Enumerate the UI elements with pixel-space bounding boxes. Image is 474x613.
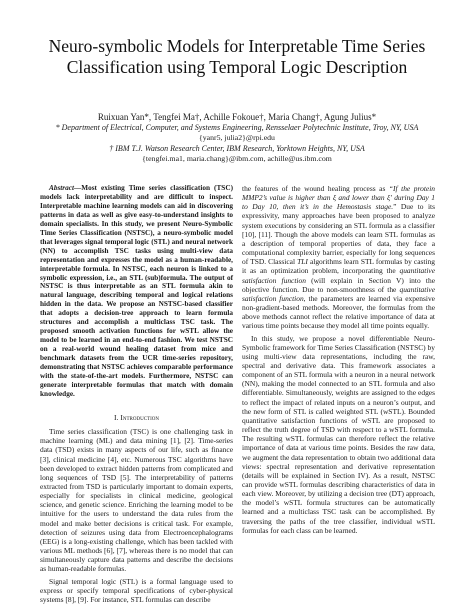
qsf-term: quantitative satisfaction function xyxy=(242,266,435,285)
right-paragraph-2: In this study, we propose a novel differentiable Neuro-Symbolic framework for Time Series Classification (NSTSC) by using multi-view data representations, including the raw, spectral and derivative data. This framework associates a component of an STL formula with a neuron in a neural network (NN), making the model connected to an STL formula and also differentiable. Simultaneously, weights are assigned to the edges to reflect the impact of related inputs on a neuron’s output, and the new form of STL is called weighted STL (wSTL). Bounded quantitative satisfaction functions of wSTL are proposed to reflect the truth degree of TSD with respect to a wSTL formula. The resulting wSTL formulas can therefore reflect the relative importance of data at various time points. Besides the raw data, we augment the data representation to obtain two additional data views: spectral representation and derivative representation (details will be explained in Section IV). As a result, NSTSC can provide wSTL formulas describing characteristics of data in each view. Moreover, by utilizing a decision tree (DT) approach, the model’s wSTL formula structures can be automatically learned and a multiclass TSC task can be accomplished. By traversing the paths of the tree classifier, individual wSTL formulas for each class can be learned. xyxy=(242,333,435,535)
email-ibm: {tengfei.ma1, maria.chang}@ibm.com, achille@us.ibm.com xyxy=(142,154,332,164)
right-column xyxy=(242,184,435,535)
wound-healing-quote: “If the protein MMP2’s value is higher than ξ and lower than ξ′ during Day 1 to Day 10, then it’s in the Hemostasis stage. xyxy=(242,184,435,212)
abstract-text: —Most existing Time series classification (TSC) models lack interpretability and are difficult to inspect. Interpretable machine learning models can aid in discovering patterns in data as well as give easy-to-understand insights to domain specialists. In this study, we present Neuro-Symbolic Time Series Classification (NSTSC), a neuro-symbolic model that leverages signal temporal logic (STL) and neural network (NN) to accomplish TSC tasks using multi-view data representation and expresses the model as a human-readable, interpretable formula. In NSTSC, each neuron is linked to a symbolic expression, i.e., an STL (sub)formula. The output of NSTSC is thus interpretable as an STL formula akin to natural language, describing temporal and logical relations hidden in the data. We propose an NSTSC-based classifier that adopts a decision-tree approach to learn formula structures and accomplish a multiclass TSC task. The proposed smooth activation functions for wSTL allow the model to be learned in an end-to-end fashion. We test NSTSC on a real-world wound healing dataset from mice and benchmark datasets from the UCR time-series repository, demonstrating that NSTSC achieves comparable performance with the state-of-the-art models. Furthermore, NSTSC can generate interpretable formulas that match with domain knowledge. xyxy=(40,184,233,398)
email-rpi: {yanr5, julia2}@rpi.edu xyxy=(199,133,275,143)
abstract-label: Abstract xyxy=(49,184,74,192)
author-block xyxy=(30,112,444,165)
affiliation-rpi: * Department of Electrical, Computer, and Systems Engineering, Rensselaer Polytechnic Institute, Troy, NY, USA xyxy=(55,122,419,132)
left-column xyxy=(40,184,233,604)
text-run: ” Due to its expressivity, many approaches have been proposed to analyze system executions by considering an STL formula as a classifier [10], [11]. Though the above models can learn STL formulas as a description of temporal properties of data, they face a computational complexity barrier, especially for long sequences of TSD. Classical xyxy=(242,202,435,267)
paper-title: Neuro-symbolic Models for Interpretable Time Series Classification using Temporal Logic Description xyxy=(48,36,426,77)
text-run: the features of the wound healing process as xyxy=(242,184,389,193)
abstract xyxy=(40,184,233,399)
tli-term: TLI xyxy=(297,257,308,267)
text-run: (will explain in Section V) into the objective function. Due to non-smoothness of the xyxy=(242,275,435,294)
right-paragraph-1 xyxy=(242,184,435,331)
intro-paragraph-1: Time series classification (TSC) is one challenging task in machine learning (ML) and data mining [1], [2]. Time-series data (TSD) exists in many aspects of our life, such as finance [3], clinical medicine [4], etc. Numerous TSC algorithms have been developed to extract hidden patterns from complicated and long sequences of TSD [5]. The interpretability of patterns extracted from TSD is particularly important to domain experts, especially for specialists in clinical medicine, geological science, and genetic science. Enriching the learning model to be intuitive for the users to understand the data rules from the model and make better decisions is critical task. For example, detection of seizures using data from Electroencephalograms (EEG) is a long-existing challenge, which has been tackled with various ML methods [6], [7], whereas there is no model that can simultaneously capture data patterns and describe the decisions as human-readable formulas. xyxy=(40,427,233,574)
text-run: algorithms learn STL formulas by casting it as an optimization problem, incorporating the xyxy=(242,257,435,276)
affiliation-ibm: † IBM T.J. Watson Research Center, IBM Research, Yorktown Heights, NY, USA xyxy=(109,143,365,153)
text-run: , the parameters are learned via expensive non-gradient-based methods. Moreover, the formulas from the above methods cannot reflect the relative importance of data at various time points because they model all time points equally. xyxy=(242,293,435,331)
author-list: Ruixuan Yan*, Tengfei Ma†, Achille Fokoue†, Maria Chang†, Agung Julius* xyxy=(97,112,377,122)
qsf-term: quantitative satisfaction function xyxy=(242,284,435,303)
section-heading-introduction: I. Introduction xyxy=(114,412,159,422)
intro-paragraph-2: Signal temporal logic (STL) is a formal language used to express or specify temporal specifications of cyber-physical systems [8], [9]. For instance, STL formulas can describe xyxy=(40,576,233,604)
